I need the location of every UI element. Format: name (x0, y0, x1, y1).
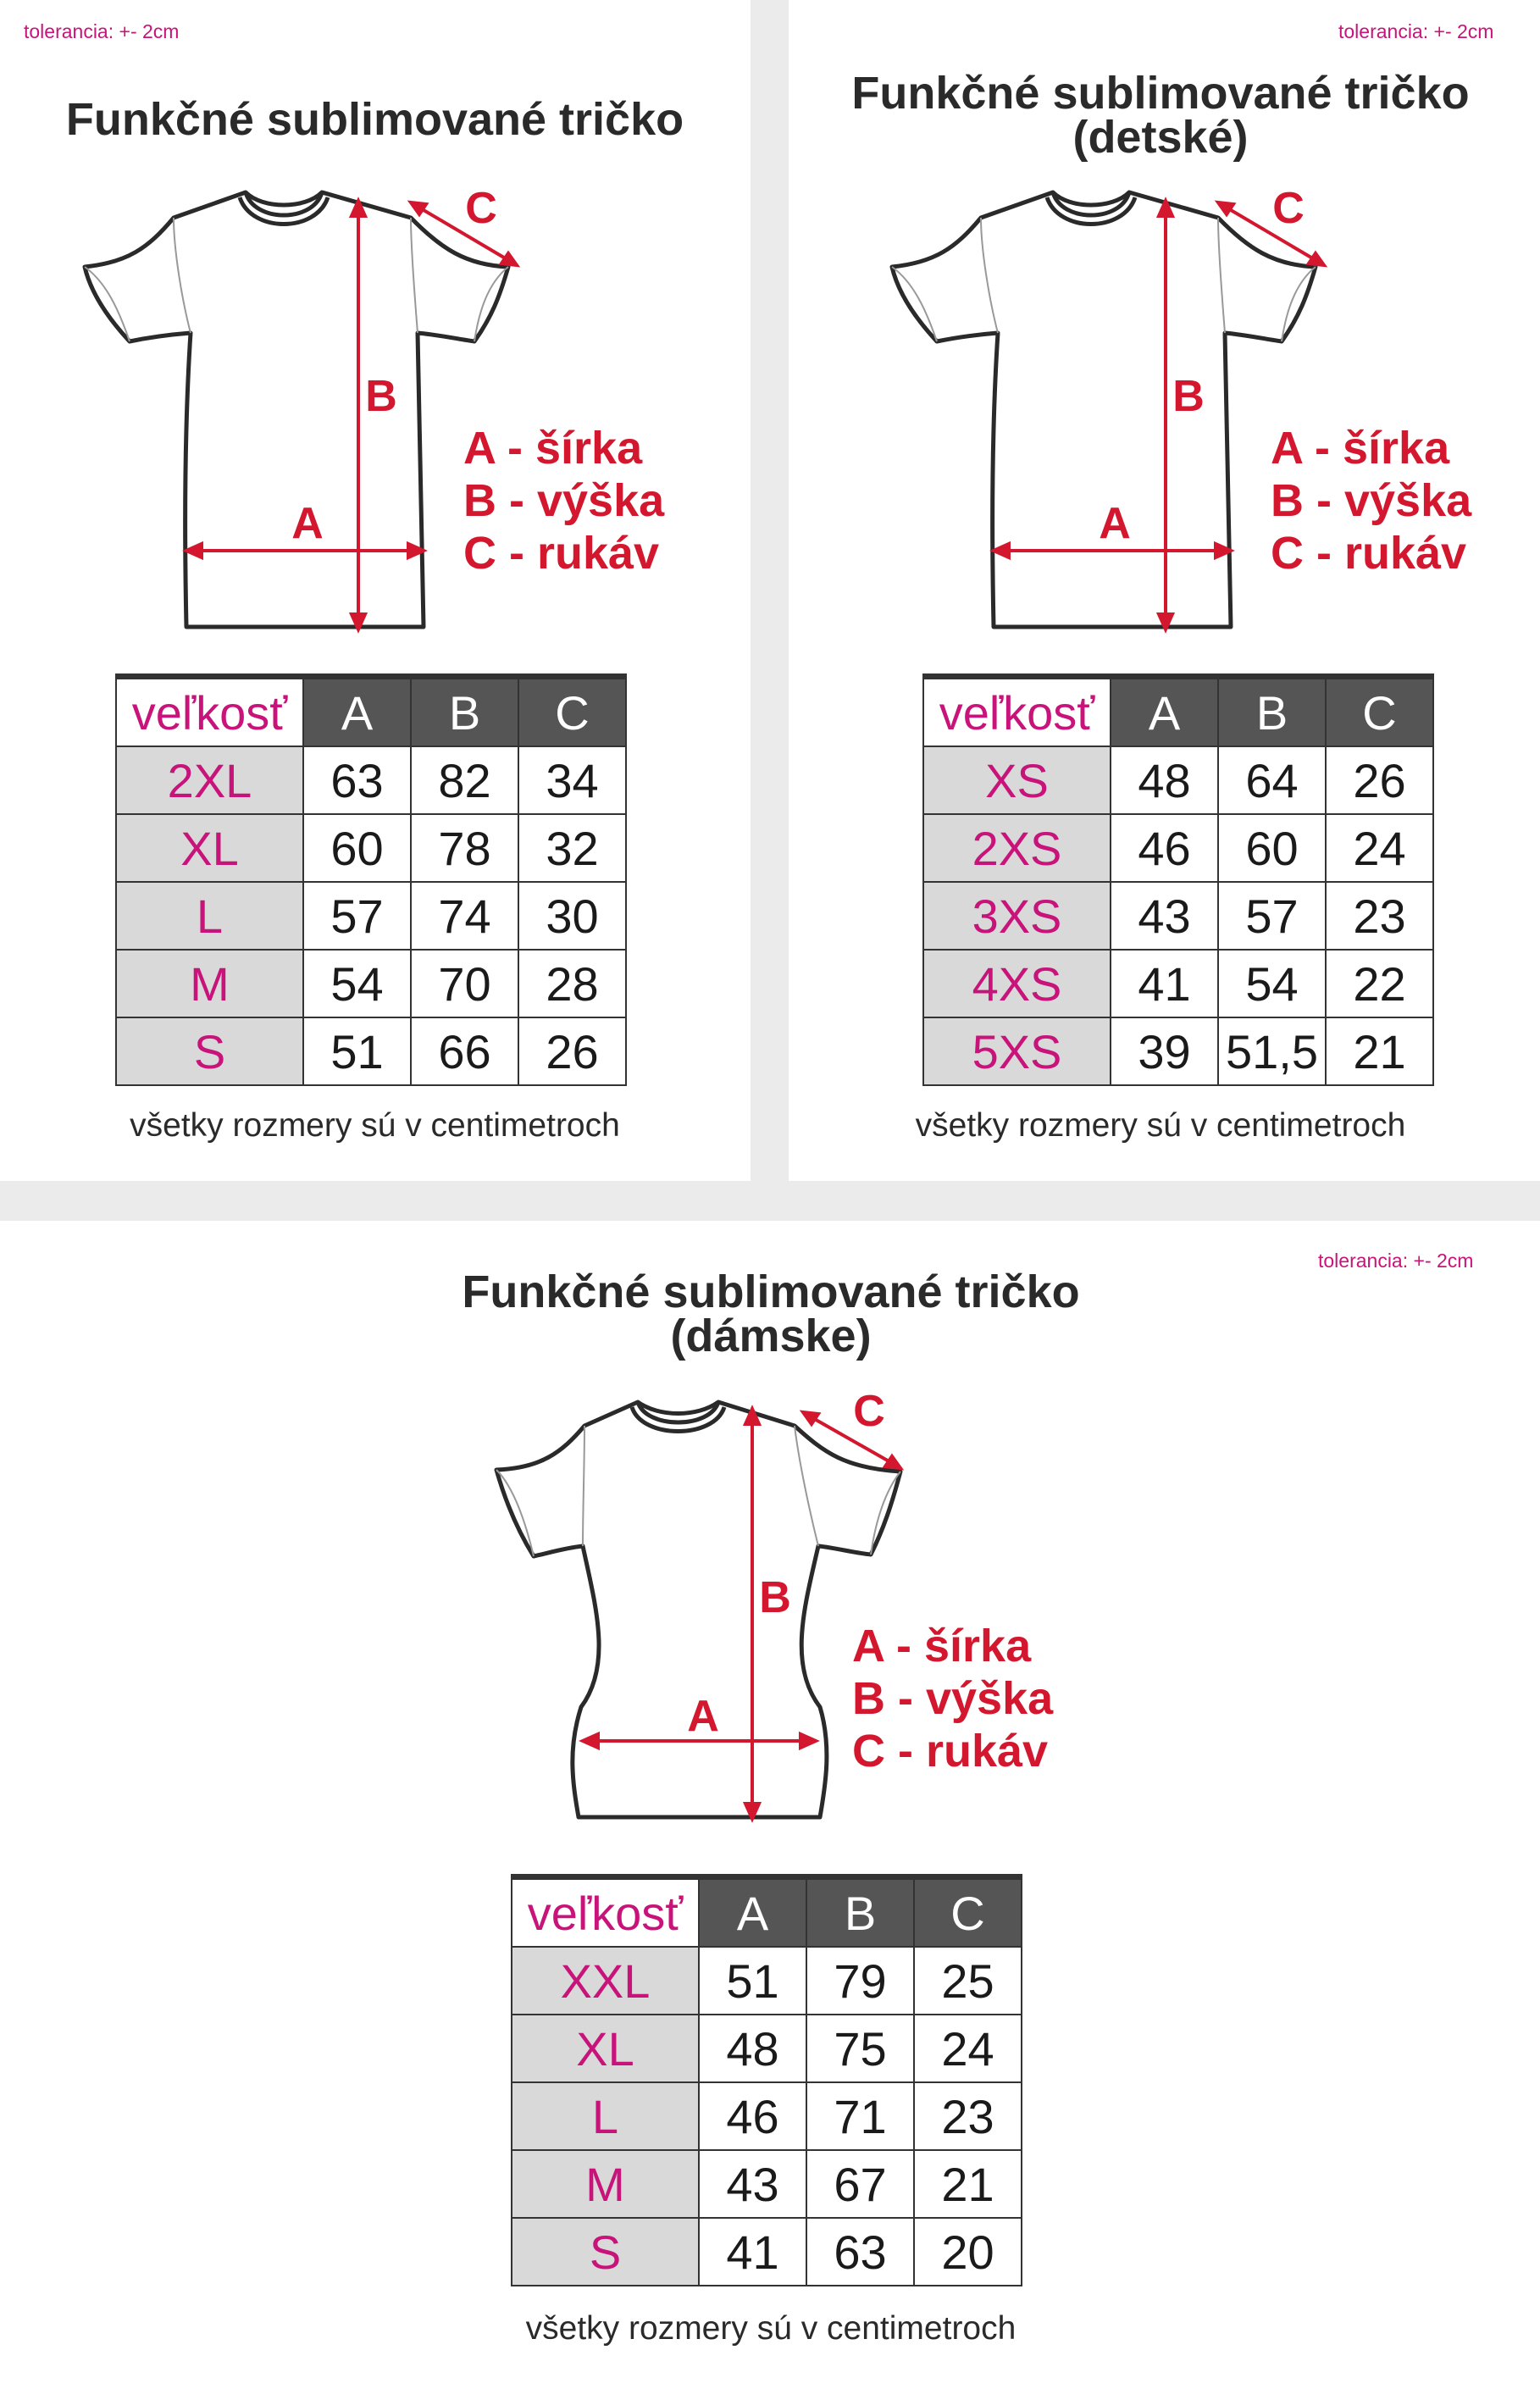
label-c: C (465, 184, 497, 233)
size-cell: 2XS (923, 814, 1111, 882)
size-cell: 5XS (923, 1017, 1111, 1085)
title-line: Funkčné sublimované tričko (851, 68, 1470, 119)
size-cell: S (512, 2218, 699, 2286)
table-row (923, 950, 1433, 1017)
horizontal-divider (0, 1181, 1540, 1221)
label-b: B (365, 372, 397, 421)
value-a: 51 (303, 1017, 411, 1085)
tshirt-outline (892, 192, 1316, 627)
value-c: 21 (1326, 1017, 1433, 1085)
value-b: 57 (1218, 882, 1326, 950)
size-table (922, 673, 1434, 1086)
table-row (116, 746, 626, 814)
value-b: 60 (1218, 814, 1326, 882)
table-row (116, 950, 626, 1017)
tshirt-seams (496, 1426, 900, 1556)
size-cell: 2XL (116, 746, 303, 814)
label-c: C (853, 1387, 885, 1436)
panel-title (17, 94, 733, 145)
size-cell: 4XS (923, 950, 1111, 1017)
label-b: B (759, 1573, 791, 1622)
size-cell: M (116, 950, 303, 1017)
table-header-row (116, 677, 626, 747)
legend-b: B - výška (852, 1673, 1054, 1724)
table-row (923, 746, 1433, 814)
value-b: 54 (1218, 950, 1326, 1017)
value-a: 63 (303, 746, 411, 814)
label-a: A (687, 1692, 719, 1741)
table-row (116, 814, 626, 882)
header-c: C (518, 677, 626, 747)
header-a: A (303, 677, 411, 747)
header-a: A (699, 1877, 806, 1948)
legend-b: B - výška (463, 475, 665, 526)
units-note: všetky rozmery sú v centimetroch (525, 2310, 1017, 2347)
value-c: 26 (518, 1017, 626, 1085)
value-a: 39 (1111, 1017, 1218, 1085)
value-c: 22 (1326, 950, 1433, 1017)
table-row (512, 2150, 1022, 2218)
size-cell: XS (923, 746, 1111, 814)
value-c: 34 (518, 746, 626, 814)
size-cell: XXL (512, 1947, 699, 2015)
size-table (511, 1874, 1022, 2286)
value-b: 82 (411, 746, 518, 814)
legend (1271, 422, 1471, 579)
value-c: 23 (1326, 882, 1433, 950)
legend (852, 1620, 1053, 1777)
panel-title (800, 68, 1521, 163)
legend-c: C - rukáv (1271, 528, 1467, 579)
label-b: B (1172, 372, 1205, 421)
size-cell: M (512, 2150, 699, 2218)
header-a: A (1111, 677, 1218, 747)
value-a: 51 (699, 1947, 806, 2015)
size-cell: XL (512, 2015, 699, 2082)
value-a: 43 (1111, 882, 1218, 950)
value-a: 57 (303, 882, 411, 950)
table-row (923, 882, 1433, 950)
size-cell: XL (116, 814, 303, 882)
value-a: 43 (699, 2150, 806, 2218)
value-b: 70 (411, 950, 518, 1017)
value-b: 66 (411, 1017, 518, 1085)
table-header-row (923, 677, 1433, 747)
size-cell: L (512, 2082, 699, 2150)
table-row (116, 882, 626, 950)
value-b: 51,5 (1218, 1017, 1326, 1085)
value-c: 24 (1326, 814, 1433, 882)
tolerance-note: tolerancia: +- 2cm (24, 20, 180, 42)
subtitle-line: (detské) (1072, 112, 1249, 163)
size-cell: L (116, 882, 303, 950)
header-b: B (1218, 677, 1326, 747)
legend (463, 422, 664, 579)
vertical-divider (751, 0, 789, 1181)
value-b: 74 (411, 882, 518, 950)
title-line: Funkčné sublimované tričko (65, 94, 684, 145)
value-a: 41 (699, 2218, 806, 2286)
header-size: veľkosť (116, 677, 303, 747)
value-a: 60 (303, 814, 411, 882)
table-row (512, 2218, 1022, 2286)
value-c: 25 (914, 1947, 1022, 2015)
tolerance-note: tolerancia: +- 2cm (1318, 1250, 1474, 1272)
table-row (116, 1017, 626, 1085)
value-b: 63 (806, 2218, 914, 2286)
table-row (923, 814, 1433, 882)
legend-a: A - šírka (463, 423, 643, 474)
table-row (512, 2082, 1022, 2150)
label-a: A (1099, 499, 1131, 548)
value-a: 48 (1111, 746, 1218, 814)
table-row (512, 2015, 1022, 2082)
tshirt-seams (892, 218, 1316, 341)
value-a: 46 (1111, 814, 1218, 882)
tshirt-outline (496, 1402, 900, 1817)
value-c: 28 (518, 950, 626, 1017)
value-c: 20 (914, 2218, 1022, 2286)
tshirt-seams (85, 218, 508, 341)
value-a: 48 (699, 2015, 806, 2082)
units-note: všetky rozmery sú v centimetroch (915, 1107, 1406, 1144)
title-line: Funkčné sublimované tričko (462, 1267, 1080, 1317)
value-b: 79 (806, 1947, 914, 2015)
value-c: 26 (1326, 746, 1433, 814)
header-c: C (1326, 677, 1433, 747)
units-note: všetky rozmery sú v centimetroch (130, 1107, 620, 1144)
legend-a: A - šírka (1271, 423, 1450, 474)
table-row (512, 1947, 1022, 2015)
legend-c: C - rukáv (463, 528, 660, 579)
label-a: A (291, 499, 324, 548)
size-cell: 3XS (923, 882, 1111, 950)
header-b: B (806, 1877, 914, 1948)
value-c: 21 (914, 2150, 1022, 2218)
size-table (115, 673, 627, 1086)
header-size: veľkosť (512, 1877, 699, 1948)
value-b: 64 (1218, 746, 1326, 814)
value-c: 30 (518, 882, 626, 950)
tshirt-diagram (490, 1387, 913, 1826)
legend-b: B - výška (1271, 475, 1472, 526)
header-size: veľkosť (923, 677, 1111, 747)
tolerance-note: tolerancia: +- 2cm (1338, 20, 1494, 42)
value-c: 32 (518, 814, 626, 882)
panel-title (390, 1267, 1152, 1361)
size-cell: S (116, 1017, 303, 1085)
value-a: 46 (699, 2082, 806, 2150)
table-header-row (512, 1877, 1022, 1948)
header-b: B (411, 677, 518, 747)
legend-a: A - šírka (852, 1621, 1032, 1671)
value-b: 78 (411, 814, 518, 882)
header-c: C (914, 1877, 1022, 1948)
value-c: 23 (914, 2082, 1022, 2150)
subtitle-line: (dámske) (670, 1311, 872, 1361)
value-c: 24 (914, 2015, 1022, 2082)
legend-c: C - rukáv (852, 1726, 1049, 1776)
value-b: 71 (806, 2082, 914, 2150)
table-row (923, 1017, 1433, 1085)
tshirt-outline (85, 192, 508, 627)
label-c: C (1272, 184, 1305, 233)
value-a: 54 (303, 950, 411, 1017)
value-b: 75 (806, 2015, 914, 2082)
value-a: 41 (1111, 950, 1218, 1017)
value-b: 67 (806, 2150, 914, 2218)
